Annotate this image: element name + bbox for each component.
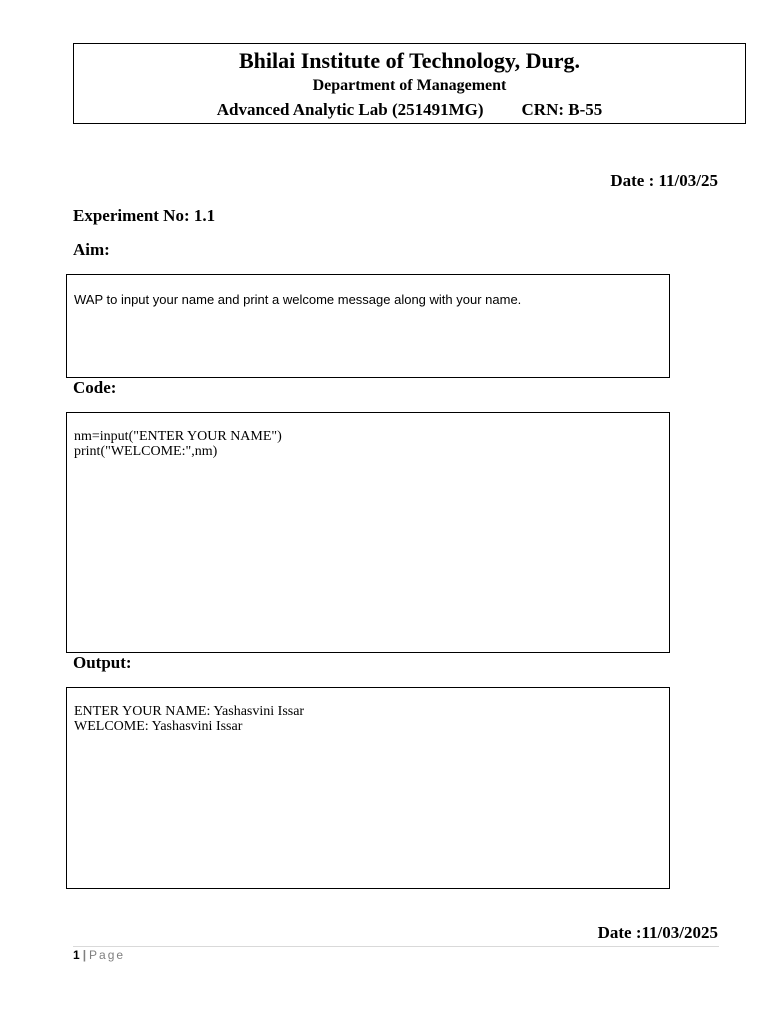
- page-footer: [73, 948, 125, 962]
- code-line: nm=input("ENTER YOUR NAME"): [74, 429, 282, 444]
- date-bottom: Date :11/03/2025: [597, 923, 718, 942]
- output-box: [66, 687, 670, 889]
- page-number: 1: [73, 948, 80, 962]
- output-line: WELCOME: Yashasvini Issar: [74, 719, 243, 734]
- page-word: Page: [89, 948, 126, 962]
- document-header: [73, 43, 746, 124]
- footer-divider: [73, 946, 719, 947]
- footer-separator: |: [82, 948, 87, 962]
- code-line: print("WELCOME:",nm): [74, 444, 218, 459]
- course-line: [74, 100, 745, 120]
- institute-name: Bhilai Institute of Technology, Durg.: [238, 48, 581, 73]
- code-label: Code:: [73, 378, 117, 397]
- output-lines: [74, 704, 304, 734]
- date-top: Date : 11/03/25: [610, 171, 718, 190]
- department-name: Department of Management: [312, 77, 507, 94]
- experiment-number: Experiment No: 1.1: [73, 206, 216, 225]
- course-title: Advanced Analytic Lab (251491MG): [216, 100, 484, 119]
- aim-label: Aim:: [73, 240, 110, 259]
- aim-box: [66, 274, 670, 378]
- output-label: Output:: [73, 653, 132, 672]
- aim-text: WAP to input your name and print a welcome message along with your name.: [74, 292, 522, 307]
- output-line: ENTER YOUR NAME: Yashasvini Issar: [74, 704, 305, 719]
- crn-label: CRN: B-55: [521, 100, 603, 119]
- code-lines: [74, 429, 282, 459]
- code-box: [66, 412, 670, 653]
